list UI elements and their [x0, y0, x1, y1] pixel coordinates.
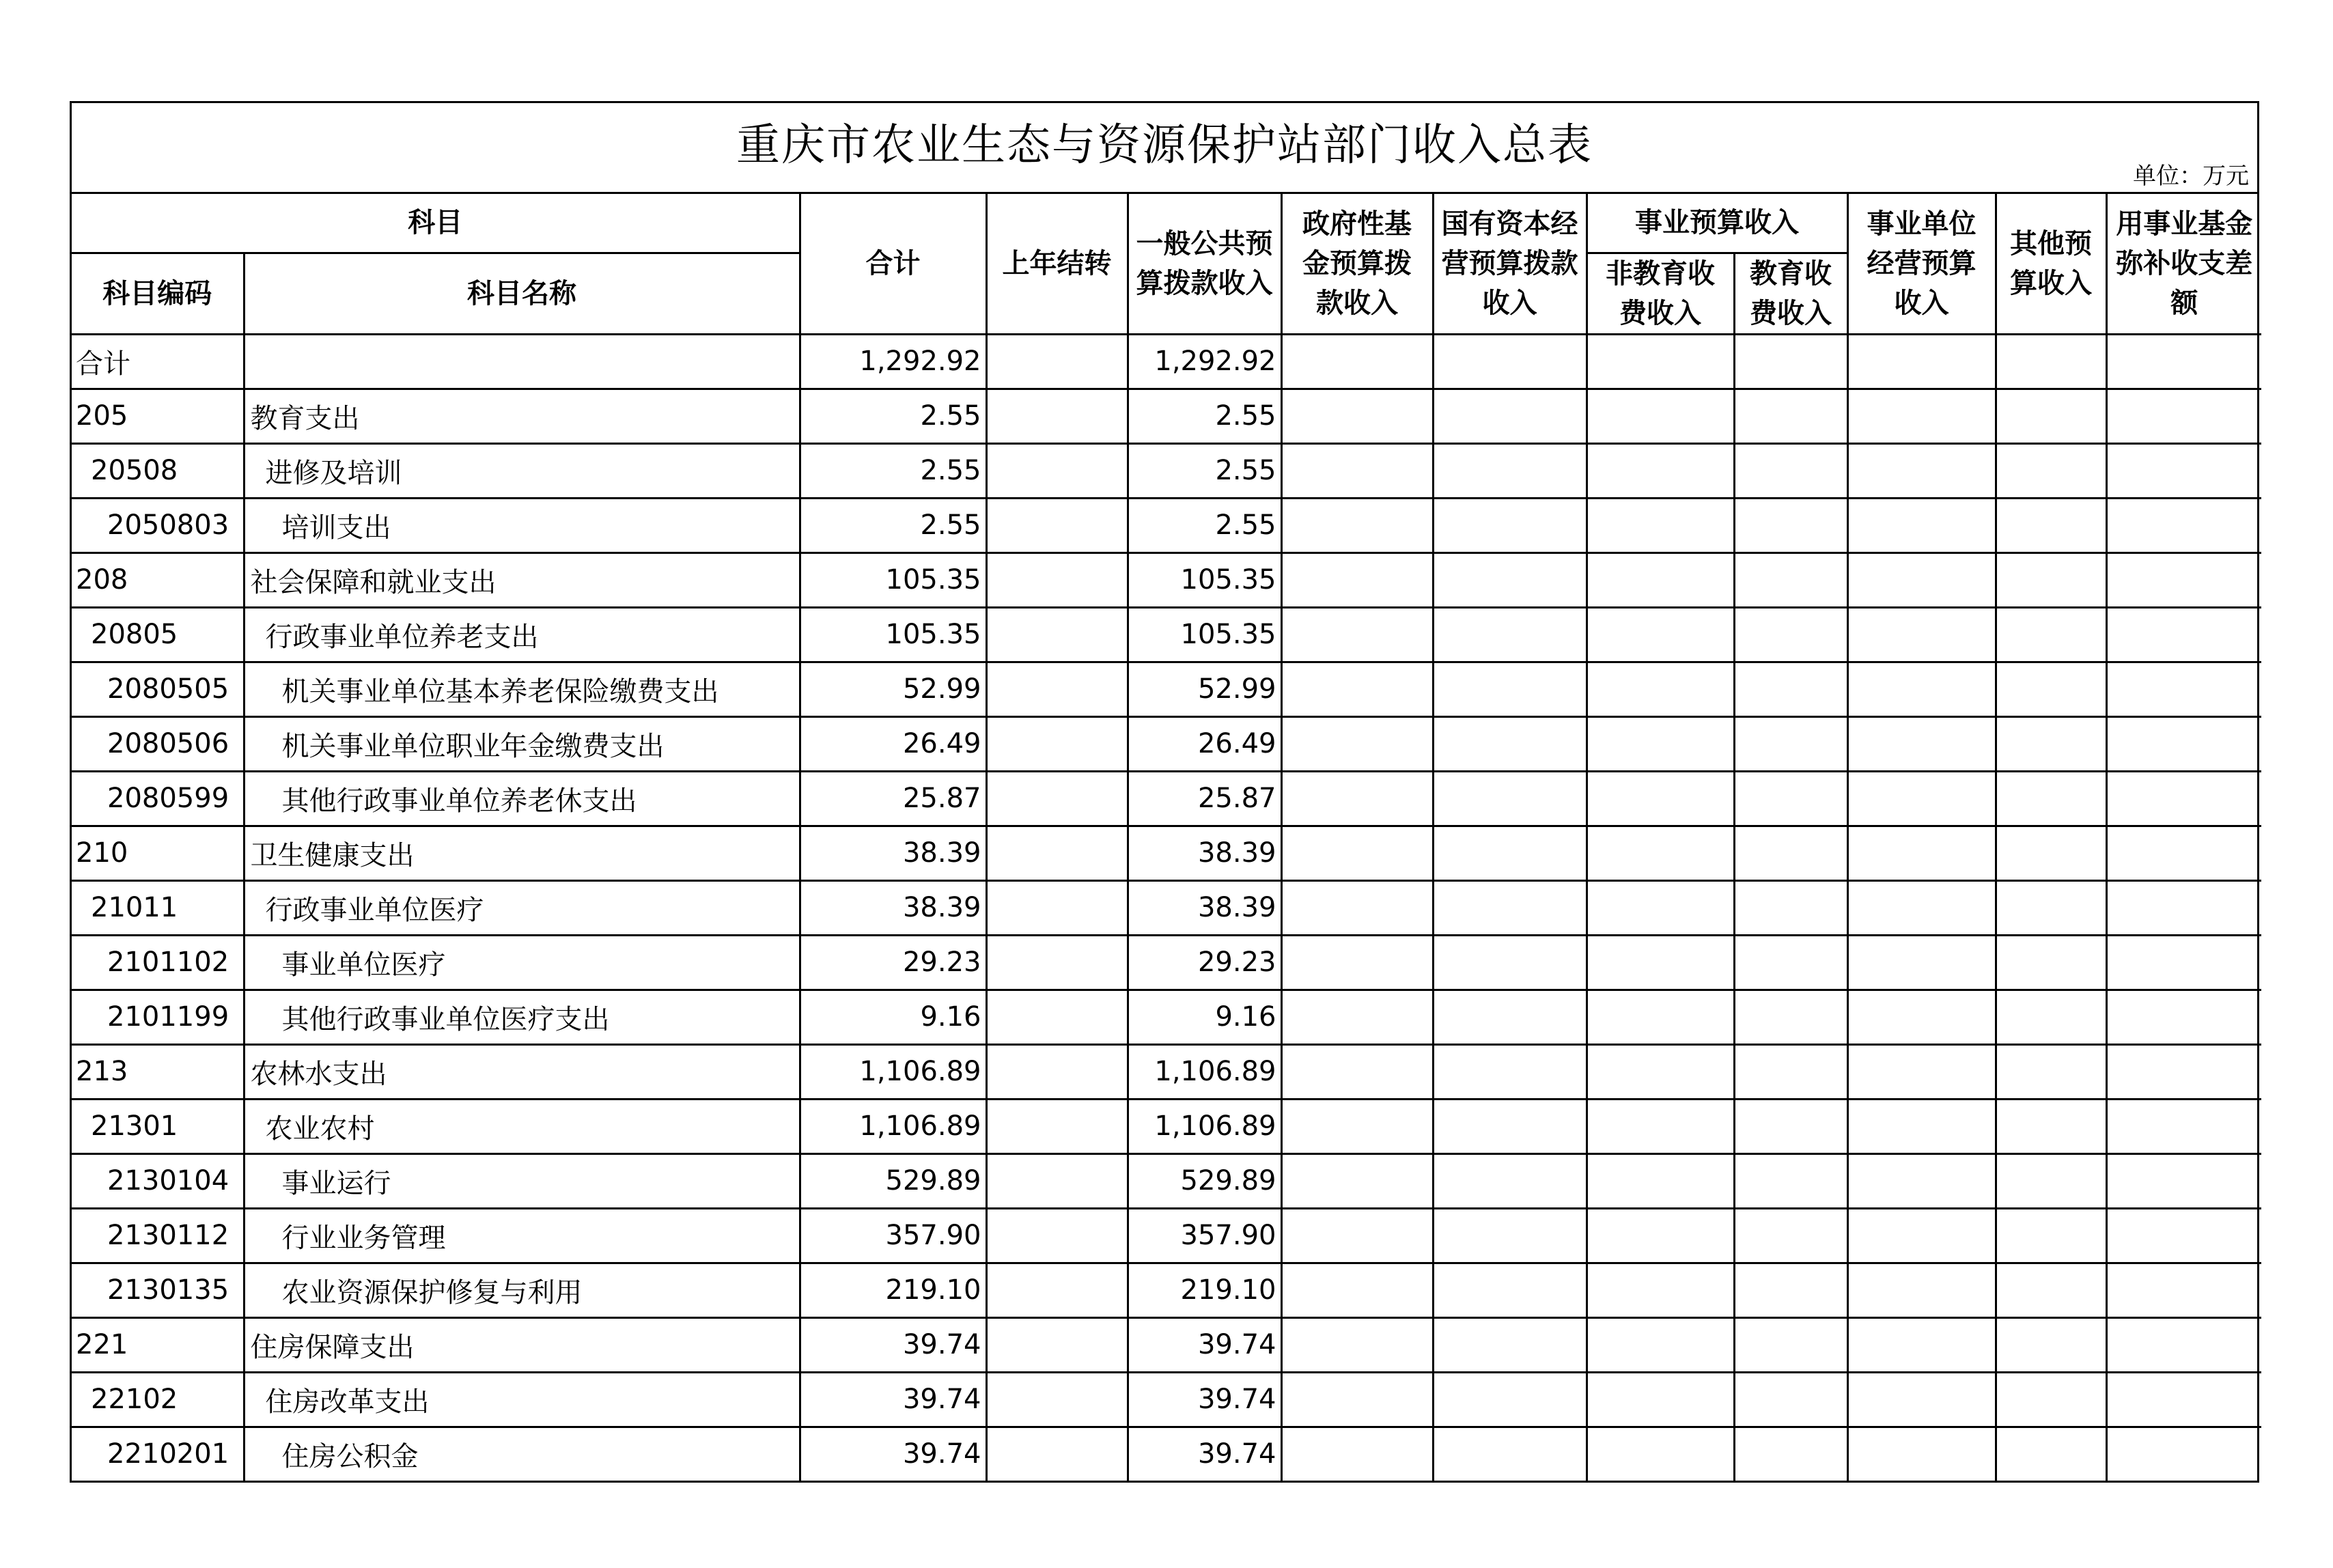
cell-prev-carryover: [986, 716, 1128, 771]
header-edu-fee: 教育收费收入: [1734, 253, 1847, 334]
cell-state-capital: [1433, 990, 1587, 1044]
cell-prev-carryover: [986, 935, 1128, 990]
cell-non-edu-fee: [1587, 1044, 1734, 1099]
cell-fund-compensation: [2106, 498, 2261, 552]
cell-general-public: 529.89: [1128, 1153, 1281, 1208]
table-row: [72, 1153, 2261, 1208]
header-state-capital: 国有资本经营预算拨款收入: [1433, 194, 1587, 334]
cell-state-capital: [1433, 389, 1587, 443]
cell-state-capital: [1433, 935, 1587, 990]
header-non-edu-fee: 非教育收费收入: [1587, 253, 1734, 334]
cell-gov-fund: [1281, 1372, 1433, 1427]
cell-subject-name: 住房公积金: [244, 1427, 800, 1481]
cell-total: 1,106.89: [800, 1099, 986, 1153]
cell-gov-fund: [1281, 498, 1433, 552]
cell-edu-fee: [1734, 498, 1847, 552]
table-row: [72, 1263, 2261, 1317]
cell-general-public: 39.74: [1128, 1317, 1281, 1372]
table-row: [72, 716, 2261, 771]
cell-state-capital: [1433, 607, 1587, 662]
cell-general-public: 39.74: [1128, 1372, 1281, 1427]
cell-other-budget: [1996, 771, 2106, 826]
cell-subject-name: 进修及培训: [244, 443, 800, 498]
cell-state-capital: [1433, 1372, 1587, 1427]
cell-fund-compensation: [2106, 443, 2261, 498]
cell-general-public: 219.10: [1128, 1263, 1281, 1317]
header-subject: 科目: [72, 194, 800, 253]
cell-gov-fund: [1281, 771, 1433, 826]
cell-other-budget: [1996, 334, 2106, 389]
cell-fund-compensation: [2106, 990, 2261, 1044]
cell-edu-fee: [1734, 1427, 1847, 1481]
cell-subject-name: [244, 334, 800, 389]
cell-state-capital: [1433, 1263, 1587, 1317]
cell-subject-name: 行业业务管理: [244, 1208, 800, 1263]
cell-fund-compensation: [2106, 1263, 2261, 1317]
cell-total: 529.89: [800, 1153, 986, 1208]
cell-general-public: 2.55: [1128, 498, 1281, 552]
cell-fund-compensation: [2106, 607, 2261, 662]
header-fund-compensation: 用事业基金弥补收支差额: [2106, 194, 2261, 334]
header-prev-carryover: 上年结转: [986, 194, 1128, 334]
cell-total: 9.16: [800, 990, 986, 1044]
header-general-public: 一般公共预算拨款收入: [1128, 194, 1281, 334]
cell-subject-code: 2050803: [72, 498, 244, 552]
cell-state-capital: [1433, 1317, 1587, 1372]
cell-other-budget: [1996, 1044, 2106, 1099]
header-gov-fund: 政府性基金预算拨款收入: [1281, 194, 1433, 334]
cell-prev-carryover: [986, 662, 1128, 716]
cell-prev-carryover: [986, 1263, 1128, 1317]
cell-subject-code: 205: [72, 389, 244, 443]
table-row: [72, 1044, 2261, 1099]
cell-fund-compensation: [2106, 826, 2261, 880]
cell-institution-operation: [1847, 1317, 1996, 1372]
cell-total: 38.39: [800, 826, 986, 880]
cell-gov-fund: [1281, 1153, 1433, 1208]
cell-general-public: 52.99: [1128, 662, 1281, 716]
cell-institution-operation: [1847, 662, 1996, 716]
cell-edu-fee: [1734, 716, 1847, 771]
cell-other-budget: [1996, 1317, 2106, 1372]
cell-non-edu-fee: [1587, 1099, 1734, 1153]
cell-subject-name: 事业运行: [244, 1153, 800, 1208]
cell-institution-operation: [1847, 498, 1996, 552]
table-row: [72, 334, 2261, 389]
cell-edu-fee: [1734, 1208, 1847, 1263]
cell-other-budget: [1996, 826, 2106, 880]
cell-institution-operation: [1847, 716, 1996, 771]
cell-total: 38.39: [800, 880, 986, 935]
header-other-budget: 其他预算收入: [1996, 194, 2106, 334]
cell-subject-name: 其他行政事业单位养老休支出: [244, 771, 800, 826]
cell-subject-name: 事业单位医疗: [244, 935, 800, 990]
cell-edu-fee: [1734, 334, 1847, 389]
cell-institution-operation: [1847, 1372, 1996, 1427]
cell-subject-name: 培训支出: [244, 498, 800, 552]
table-row: [72, 771, 2261, 826]
cell-non-edu-fee: [1587, 716, 1734, 771]
cell-gov-fund: [1281, 826, 1433, 880]
cell-total: 26.49: [800, 716, 986, 771]
cell-gov-fund: [1281, 990, 1433, 1044]
cell-general-public: 25.87: [1128, 771, 1281, 826]
table-row: [72, 662, 2261, 716]
cell-subject-name: 农业农村: [244, 1099, 800, 1153]
cell-non-edu-fee: [1587, 662, 1734, 716]
cell-subject-name: 农业资源保护修复与利用: [244, 1263, 800, 1317]
cell-subject-code: 2080599: [72, 771, 244, 826]
cell-general-public: 39.74: [1128, 1427, 1281, 1481]
cell-subject-code: 208: [72, 552, 244, 607]
cell-gov-fund: [1281, 607, 1433, 662]
cell-institution-operation: [1847, 990, 1996, 1044]
cell-general-public: 357.90: [1128, 1208, 1281, 1263]
cell-institution-operation: [1847, 607, 1996, 662]
cell-subject-code: 2101199: [72, 990, 244, 1044]
table-row: [72, 826, 2261, 880]
page-title: 重庆市农业生态与资源保护站部门收入总表: [736, 120, 1593, 171]
cell-total: 105.35: [800, 607, 986, 662]
cell-subject-name: 机关事业单位基本养老保险缴费支出: [244, 662, 800, 716]
cell-non-edu-fee: [1587, 826, 1734, 880]
cell-subject-name: 行政事业单位养老支出: [244, 607, 800, 662]
cell-subject-name: 教育支出: [244, 389, 800, 443]
cell-edu-fee: [1734, 990, 1847, 1044]
cell-total: 1,106.89: [800, 1044, 986, 1099]
cell-prev-carryover: [986, 443, 1128, 498]
cell-edu-fee: [1734, 662, 1847, 716]
cell-institution-operation: [1847, 1153, 1996, 1208]
cell-gov-fund: [1281, 716, 1433, 771]
cell-total: 1,292.92: [800, 334, 986, 389]
cell-prev-carryover: [986, 1427, 1128, 1481]
cell-institution-operation: [1847, 334, 1996, 389]
cell-general-public: 105.35: [1128, 607, 1281, 662]
cell-subject-code: 210: [72, 826, 244, 880]
cell-other-budget: [1996, 990, 2106, 1044]
table-row: [72, 607, 2261, 662]
cell-total: 39.74: [800, 1372, 986, 1427]
title-row: [72, 103, 2257, 194]
cell-state-capital: [1433, 662, 1587, 716]
cell-gov-fund: [1281, 1208, 1433, 1263]
cell-non-edu-fee: [1587, 443, 1734, 498]
header-subject-code: 科目编码: [72, 253, 244, 334]
cell-state-capital: [1433, 498, 1587, 552]
table-row: [72, 880, 2261, 935]
cell-edu-fee: [1734, 1044, 1847, 1099]
cell-prev-carryover: [986, 607, 1128, 662]
table-body: [72, 334, 2261, 1481]
cell-subject-name: 其他行政事业单位医疗支出: [244, 990, 800, 1044]
cell-other-budget: [1996, 443, 2106, 498]
cell-gov-fund: [1281, 1099, 1433, 1153]
cell-total: 29.23: [800, 935, 986, 990]
cell-non-edu-fee: [1587, 334, 1734, 389]
cell-other-budget: [1996, 1153, 2106, 1208]
cell-other-budget: [1996, 1427, 2106, 1481]
header-institution-operation: 事业单位经营预算收入: [1847, 194, 1996, 334]
table-row: [72, 1372, 2261, 1427]
cell-non-edu-fee: [1587, 1372, 1734, 1427]
cell-subject-code: 2130104: [72, 1153, 244, 1208]
table-row: [72, 1099, 2261, 1153]
cell-state-capital: [1433, 443, 1587, 498]
cell-fund-compensation: [2106, 552, 2261, 607]
cell-fund-compensation: [2106, 1317, 2261, 1372]
cell-other-budget: [1996, 880, 2106, 935]
cell-general-public: 105.35: [1128, 552, 1281, 607]
cell-gov-fund: [1281, 389, 1433, 443]
cell-other-budget: [1996, 498, 2106, 552]
cell-edu-fee: [1734, 607, 1847, 662]
cell-subject-code: 221: [72, 1317, 244, 1372]
cell-state-capital: [1433, 826, 1587, 880]
table-row: [72, 1317, 2261, 1372]
cell-edu-fee: [1734, 443, 1847, 498]
cell-state-capital: [1433, 552, 1587, 607]
cell-prev-carryover: [986, 990, 1128, 1044]
header-subject-name: 科目名称: [244, 253, 800, 334]
cell-other-budget: [1996, 935, 2106, 990]
cell-subject-code: 21011: [72, 880, 244, 935]
table-row: [72, 552, 2261, 607]
cell-subject-name: 机关事业单位职业年金缴费支出: [244, 716, 800, 771]
cell-institution-operation: [1847, 771, 1996, 826]
cell-fund-compensation: [2106, 334, 2261, 389]
cell-subject-code: 2210201: [72, 1427, 244, 1481]
cell-institution-operation: [1847, 826, 1996, 880]
income-summary-sheet: [70, 101, 2259, 1483]
cell-state-capital: [1433, 1153, 1587, 1208]
cell-other-budget: [1996, 552, 2106, 607]
cell-prev-carryover: [986, 1208, 1128, 1263]
cell-gov-fund: [1281, 334, 1433, 389]
cell-prev-carryover: [986, 826, 1128, 880]
cell-fund-compensation: [2106, 1372, 2261, 1427]
cell-institution-operation: [1847, 1263, 1996, 1317]
cell-gov-fund: [1281, 662, 1433, 716]
cell-gov-fund: [1281, 935, 1433, 990]
cell-subject-code: 2080505: [72, 662, 244, 716]
cell-subject-code: 213: [72, 1044, 244, 1099]
cell-institution-operation: [1847, 1099, 1996, 1153]
cell-prev-carryover: [986, 389, 1128, 443]
cell-state-capital: [1433, 1427, 1587, 1481]
cell-edu-fee: [1734, 1099, 1847, 1153]
cell-fund-compensation: [2106, 1427, 2261, 1481]
cell-fund-compensation: [2106, 935, 2261, 990]
table-row: [72, 389, 2261, 443]
cell-non-edu-fee: [1587, 1263, 1734, 1317]
cell-subject-name: 行政事业单位医疗: [244, 880, 800, 935]
cell-state-capital: [1433, 716, 1587, 771]
cell-non-edu-fee: [1587, 1317, 1734, 1372]
cell-institution-operation: [1847, 389, 1996, 443]
cell-state-capital: [1433, 880, 1587, 935]
cell-total: 357.90: [800, 1208, 986, 1263]
table-row: [72, 498, 2261, 552]
cell-edu-fee: [1734, 935, 1847, 990]
cell-institution-operation: [1847, 935, 1996, 990]
cell-prev-carryover: [986, 880, 1128, 935]
cell-subject-code: 20508: [72, 443, 244, 498]
cell-edu-fee: [1734, 1372, 1847, 1427]
cell-general-public: 2.55: [1128, 389, 1281, 443]
cell-general-public: 26.49: [1128, 716, 1281, 771]
cell-non-edu-fee: [1587, 1208, 1734, 1263]
cell-prev-carryover: [986, 1099, 1128, 1153]
cell-subject-name: 住房改革支出: [244, 1372, 800, 1427]
cell-non-edu-fee: [1587, 552, 1734, 607]
cell-other-budget: [1996, 716, 2106, 771]
cell-state-capital: [1433, 771, 1587, 826]
cell-non-edu-fee: [1587, 771, 1734, 826]
cell-institution-operation: [1847, 443, 1996, 498]
cell-non-edu-fee: [1587, 1153, 1734, 1208]
cell-subject-name: 卫生健康支出: [244, 826, 800, 880]
cell-fund-compensation: [2106, 1153, 2261, 1208]
cell-non-edu-fee: [1587, 880, 1734, 935]
cell-fund-compensation: [2106, 880, 2261, 935]
cell-subject-name: 住房保障支出: [244, 1317, 800, 1372]
cell-fund-compensation: [2106, 771, 2261, 826]
cell-other-budget: [1996, 607, 2106, 662]
cell-general-public: 2.55: [1128, 443, 1281, 498]
cell-subject-name: 农林水支出: [244, 1044, 800, 1099]
cell-gov-fund: [1281, 880, 1433, 935]
cell-prev-carryover: [986, 498, 1128, 552]
cell-subject-code: 2130112: [72, 1208, 244, 1263]
cell-edu-fee: [1734, 389, 1847, 443]
cell-other-budget: [1996, 1263, 2106, 1317]
unit-label: 单位：万元: [2133, 163, 2249, 190]
cell-subject-code: 2101102: [72, 935, 244, 990]
cell-prev-carryover: [986, 1372, 1128, 1427]
cell-institution-operation: [1847, 552, 1996, 607]
cell-gov-fund: [1281, 1044, 1433, 1099]
cell-general-public: 38.39: [1128, 880, 1281, 935]
cell-edu-fee: [1734, 1153, 1847, 1208]
cell-non-edu-fee: [1587, 990, 1734, 1044]
cell-prev-carryover: [986, 1317, 1128, 1372]
cell-edu-fee: [1734, 1317, 1847, 1372]
cell-prev-carryover: [986, 334, 1128, 389]
cell-edu-fee: [1734, 826, 1847, 880]
cell-fund-compensation: [2106, 1099, 2261, 1153]
cell-state-capital: [1433, 1208, 1587, 1263]
cell-other-budget: [1996, 389, 2106, 443]
cell-subject-code: 22102: [72, 1372, 244, 1427]
cell-subject-code: 20805: [72, 607, 244, 662]
cell-institution-operation: [1847, 1208, 1996, 1263]
table-row: [72, 990, 2261, 1044]
cell-general-public: 29.23: [1128, 935, 1281, 990]
cell-prev-carryover: [986, 1044, 1128, 1099]
cell-general-public: 1,292.92: [1128, 334, 1281, 389]
cell-fund-compensation: [2106, 1208, 2261, 1263]
cell-general-public: 38.39: [1128, 826, 1281, 880]
cell-total: 2.55: [800, 498, 986, 552]
cell-gov-fund: [1281, 552, 1433, 607]
cell-other-budget: [1996, 1099, 2106, 1153]
cell-prev-carryover: [986, 552, 1128, 607]
cell-institution-operation: [1847, 880, 1996, 935]
cell-total: 105.35: [800, 552, 986, 607]
table-row: [72, 935, 2261, 990]
cell-non-edu-fee: [1587, 498, 1734, 552]
cell-other-budget: [1996, 1208, 2106, 1263]
cell-gov-fund: [1281, 1317, 1433, 1372]
table-row: [72, 443, 2261, 498]
cell-edu-fee: [1734, 771, 1847, 826]
cell-other-budget: [1996, 662, 2106, 716]
table-row: [72, 1427, 2261, 1481]
cell-gov-fund: [1281, 1263, 1433, 1317]
cell-total: 39.74: [800, 1317, 986, 1372]
cell-subject-code: 合计: [72, 334, 244, 389]
cell-fund-compensation: [2106, 662, 2261, 716]
cell-state-capital: [1433, 1044, 1587, 1099]
cell-edu-fee: [1734, 1263, 1847, 1317]
cell-subject-code: 21301: [72, 1099, 244, 1153]
cell-other-budget: [1996, 1372, 2106, 1427]
cell-general-public: 1,106.89: [1128, 1044, 1281, 1099]
cell-non-edu-fee: [1587, 389, 1734, 443]
header-business-budget: 事业预算收入: [1587, 194, 1847, 253]
cell-fund-compensation: [2106, 1044, 2261, 1099]
cell-institution-operation: [1847, 1427, 1996, 1481]
cell-subject-code: 2130135: [72, 1263, 244, 1317]
cell-state-capital: [1433, 334, 1587, 389]
cell-subject-code: 2080506: [72, 716, 244, 771]
cell-non-edu-fee: [1587, 1427, 1734, 1481]
income-table: [72, 194, 2261, 1481]
cell-total: 52.99: [800, 662, 986, 716]
cell-fund-compensation: [2106, 716, 2261, 771]
cell-non-edu-fee: [1587, 935, 1734, 990]
cell-prev-carryover: [986, 771, 1128, 826]
cell-fund-compensation: [2106, 389, 2261, 443]
cell-gov-fund: [1281, 1427, 1433, 1481]
cell-total: 2.55: [800, 443, 986, 498]
cell-prev-carryover: [986, 1153, 1128, 1208]
cell-edu-fee: [1734, 880, 1847, 935]
cell-total: 39.74: [800, 1427, 986, 1481]
cell-total: 25.87: [800, 771, 986, 826]
cell-general-public: 1,106.89: [1128, 1099, 1281, 1153]
cell-institution-operation: [1847, 1044, 1996, 1099]
header-total: 合计: [800, 194, 986, 334]
cell-gov-fund: [1281, 443, 1433, 498]
cell-total: 219.10: [800, 1263, 986, 1317]
cell-subject-name: 社会保障和就业支出: [244, 552, 800, 607]
table-row: [72, 1208, 2261, 1263]
cell-non-edu-fee: [1587, 607, 1734, 662]
cell-state-capital: [1433, 1099, 1587, 1153]
cell-edu-fee: [1734, 552, 1847, 607]
cell-general-public: 9.16: [1128, 990, 1281, 1044]
cell-total: 2.55: [800, 389, 986, 443]
